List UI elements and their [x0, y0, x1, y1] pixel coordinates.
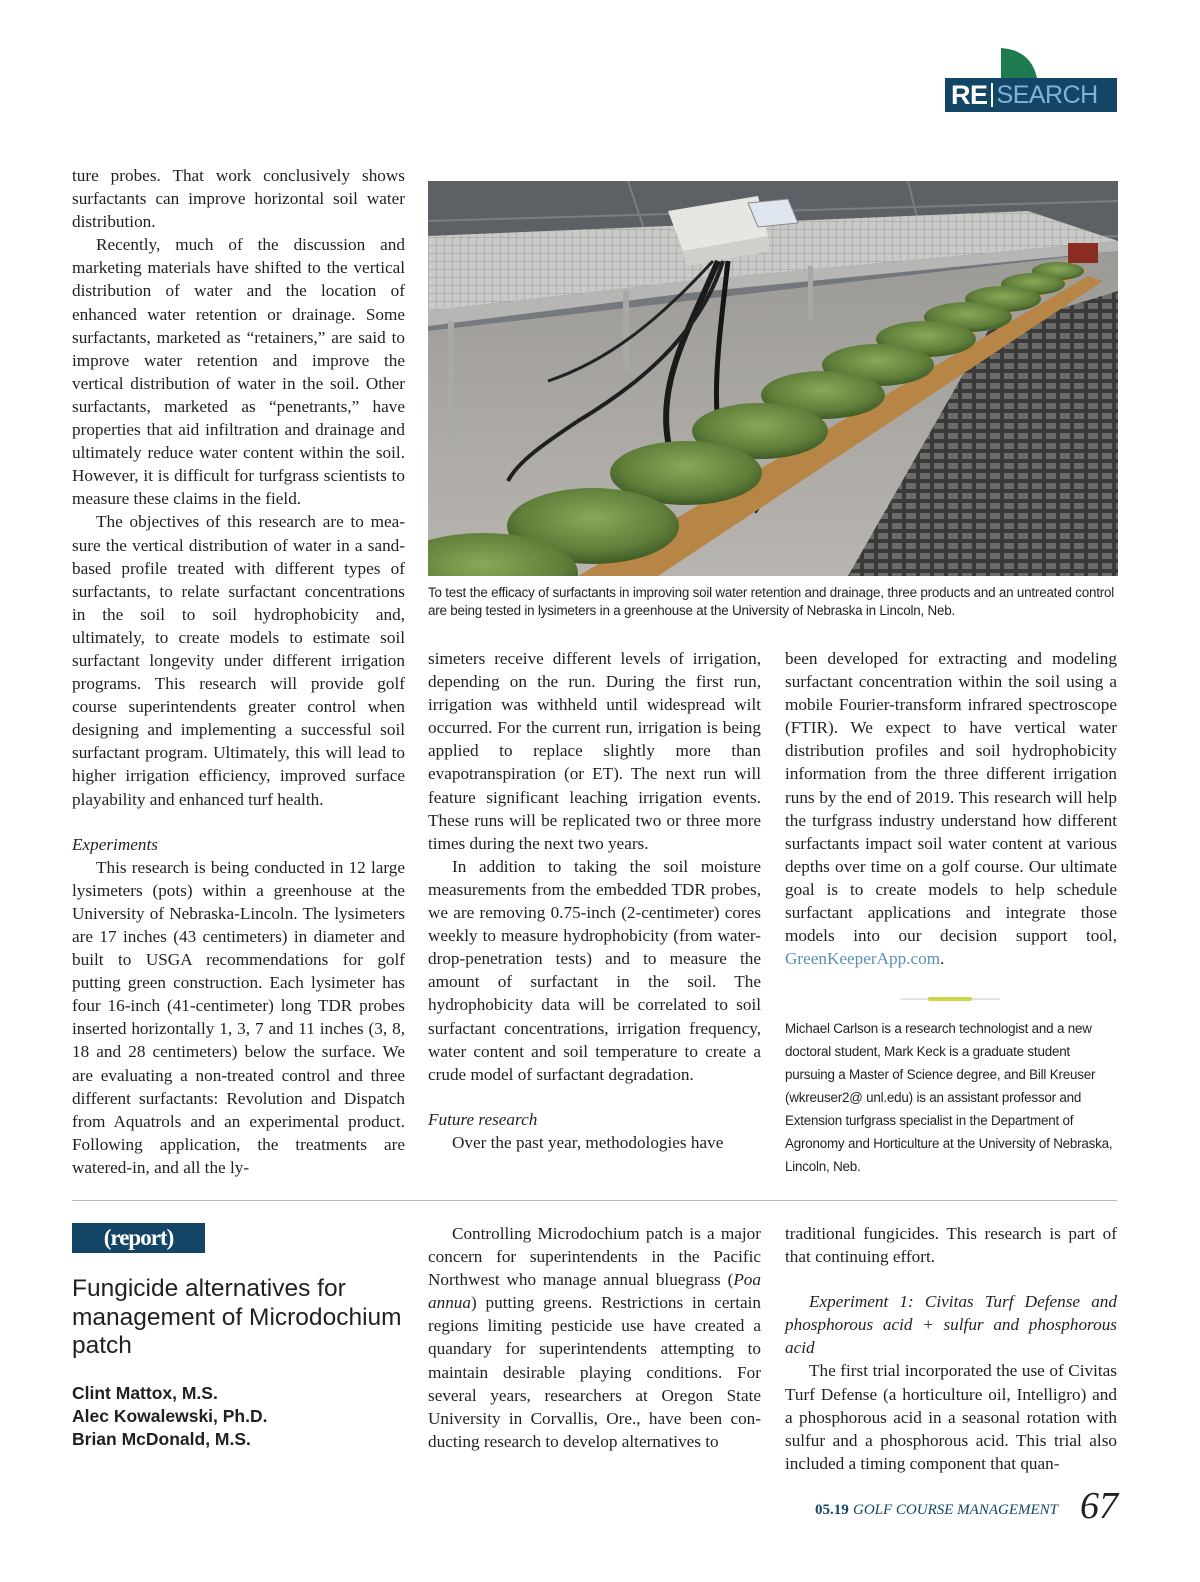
paragraph: [785, 647, 1117, 970]
subheading-experiments: Experiments: [72, 834, 158, 854]
greenkeeper-app-link[interactable]: GreenKeeperApp.com: [785, 949, 941, 969]
species-name: Poa annua: [428, 1270, 761, 1313]
paragraph: This research is being conducted in 12 large lysimeters (pots) within a greenhouse at the University of Nebraska-Lincoln. The lysimeters are 17 inches (43 centimeters) in diameter and built to USGA recommendations for golf putting green construction. Each lysimeter has four 16-inch (41-centimeter) long TDR probes inserted horizontally 1, 3, 7 and 11 inches (3, 8, 18 and 28 centimeters) below the surface. We are evaluating a non-treated control and three different surfactants: Revolution and Dispatch from Aquatrols and an experimental product. Following application, the treatments are watered-in, and all the ly-: [72, 857, 405, 1177]
paragraph: The objectives of this research are to measure the vertical distribution of water in a sand-based profile treated with different types of surfactants, to relate surfactant concentrations in the soil to soil hydrophobicity and, ultimately, to create models to estimate soil surfactant longevity under different irrigation programs. This research will provide golf course superintendents greater control when designing and implementing a successful soil surfactant program. Ultimately, this will lead to higher irrigation efficiency, improved surface playability and enhanced turf health.: [72, 512, 405, 809]
article-column-1: [72, 164, 405, 1179]
paragraph-text: ) putting greens. Restrictions in certain regions limiting pesticide use have created a quandary for superintendents attempting to maintain desirable playing conditions. For several years, researchers at Oregon State University in Corvallis, Ore., have been conducting research to develop alternatives to: [428, 1293, 761, 1451]
section-label-re: RE: [951, 79, 988, 110]
article-column-4: [428, 1222, 761, 1453]
paragraph: ture probes. That work conclusively shows surfactants can improve horizontal soil water distribution.: [72, 166, 405, 232]
subheading-future-research: Future research: [428, 1109, 538, 1129]
horizontal-rule: [72, 1200, 1117, 1201]
leaf-wedge-icon: [1001, 48, 1037, 78]
issue-date: 05.19: [815, 1502, 849, 1518]
section-divider-ornament: [900, 996, 1000, 1002]
author-list: [72, 1382, 402, 1451]
photo-caption: To test the efficacy of surfactants in improving soil water retention and drainage, three products and an untreated control are being tested in lysimeters in a greenhouse at the University of Nebraska in Lincoln, Neb.: [428, 585, 1115, 618]
paragraph: [428, 1222, 761, 1453]
author-bio: Michael Carlson is a research technologist and a new doctoral student, Mark Keck is a graduate student pursuing a Master of Science degree, and Bill Kreuser (wkreuser2@ unl.edu) is an assistant professor and Extension turfgrass specialist in the Department of Agronomy and Horticulture at the University of Nebraska, Lincoln, Neb.: [785, 1021, 1113, 1174]
paragraph: traditional fungicides. This research is part of that continuing effort.: [785, 1224, 1117, 1267]
article-column-3: [785, 647, 1117, 970]
report-title: Fungicide alternatives for management of Microdochium patch: [72, 1275, 402, 1359]
author-name: Brian McDonald, M.S.: [72, 1429, 251, 1449]
greenhouse-lysimeter-photo: [428, 181, 1118, 576]
section-label: [945, 78, 1117, 112]
paragraph-text: Controlling Microdochium patch is a major concern for superintendents in the Pacific Northwest who manage annual bluegrass (: [428, 1224, 761, 1290]
subheading-experiment-1: Experiment 1: Civitas Turf Defense and phosphorous acid + sulfur and phosphorous acid: [785, 1292, 1117, 1358]
page-number: 67: [1080, 1485, 1118, 1527]
article-column-5: [785, 1222, 1117, 1475]
section-label-divider: [991, 83, 993, 107]
greenhouse-photo-illustration: [428, 181, 1118, 576]
paragraph: The first trial incorporated the use of Civitas Turf Defense (a horticulture oil, Intelligro) and a phosphorous acid in a seasonal rotation with sulfur and a phosphorous acid. This trial also included a timing component that quan-: [785, 1361, 1117, 1473]
page-footer: [815, 1484, 1120, 1527]
article-column-2: [428, 647, 761, 1154]
section-badge: [945, 48, 1117, 112]
author-name: Alec Kowalewski, Ph.D.: [72, 1406, 268, 1426]
paragraph: Recently, much of the discussion and marketing materials have shifted to the vertical distribution of water and the location of enhanced water retention or drainage. Some surfactants, marketed as “retainers,” are said to improve water retention and improve the vertical distribution of water in the soil. Other surfactants, marketed as “penetrants,” have properties that aid infiltration and drainage and ultimately reduce water content within the soil. However, it is difficult for turfgrass scientists to measure these claims in the field.: [72, 235, 405, 509]
paragraph-text: been developed for extracting and modeling surfactant concentration within the soil using a mobile Fourier-transform infrared spectroscope (FTIR). We expect to have vertical water distribution profiles and soil hydrophobicity information from the three different irrigation runs by the end of 2019. This research will help the turfgrass industry understand how different surfactants impact soil water content at various depths over time on a golf course. Our ultimate goal is to create models to help schedule surfactant applications and integrate those models into our decision support tool,: [785, 649, 1117, 946]
paragraph: Over the past year, methodologies have: [452, 1132, 724, 1152]
magazine-name: GOLF COURSE MANAGEMENT: [853, 1502, 1058, 1518]
paragraph-end: .: [940, 949, 945, 969]
section-label-search: SEARCH: [996, 80, 1098, 109]
author-name: Clint Mattox, M.S.: [72, 1383, 218, 1403]
report-tag: (report): [72, 1223, 205, 1253]
paragraph: In addition to taking the soil moisture measurements from the embedded TDR probes, we are removing 0.75-inch (2-centimeter) cores weekly to measure hydrophobicity (from water-drop-penetration tests) and to measure the amount of surfactant in the soil. The hydrophobicity data will be correlated to soil surfactant concentrations, irrigation frequency, water content and soil temperature to create a crude model of surfactant degradation.: [428, 856, 761, 1084]
paragraph: simeters receive different levels of irrigation, depending on the run. During the first run, irrigation was withheld until widespread wilt occurred. For the current run, irrigation is being applied to replace slightly more than evapotranspiration (or ET). The next run will feature significant leaching irrigation events. These runs will be replicated two or three more times during the next two years.: [428, 649, 761, 853]
